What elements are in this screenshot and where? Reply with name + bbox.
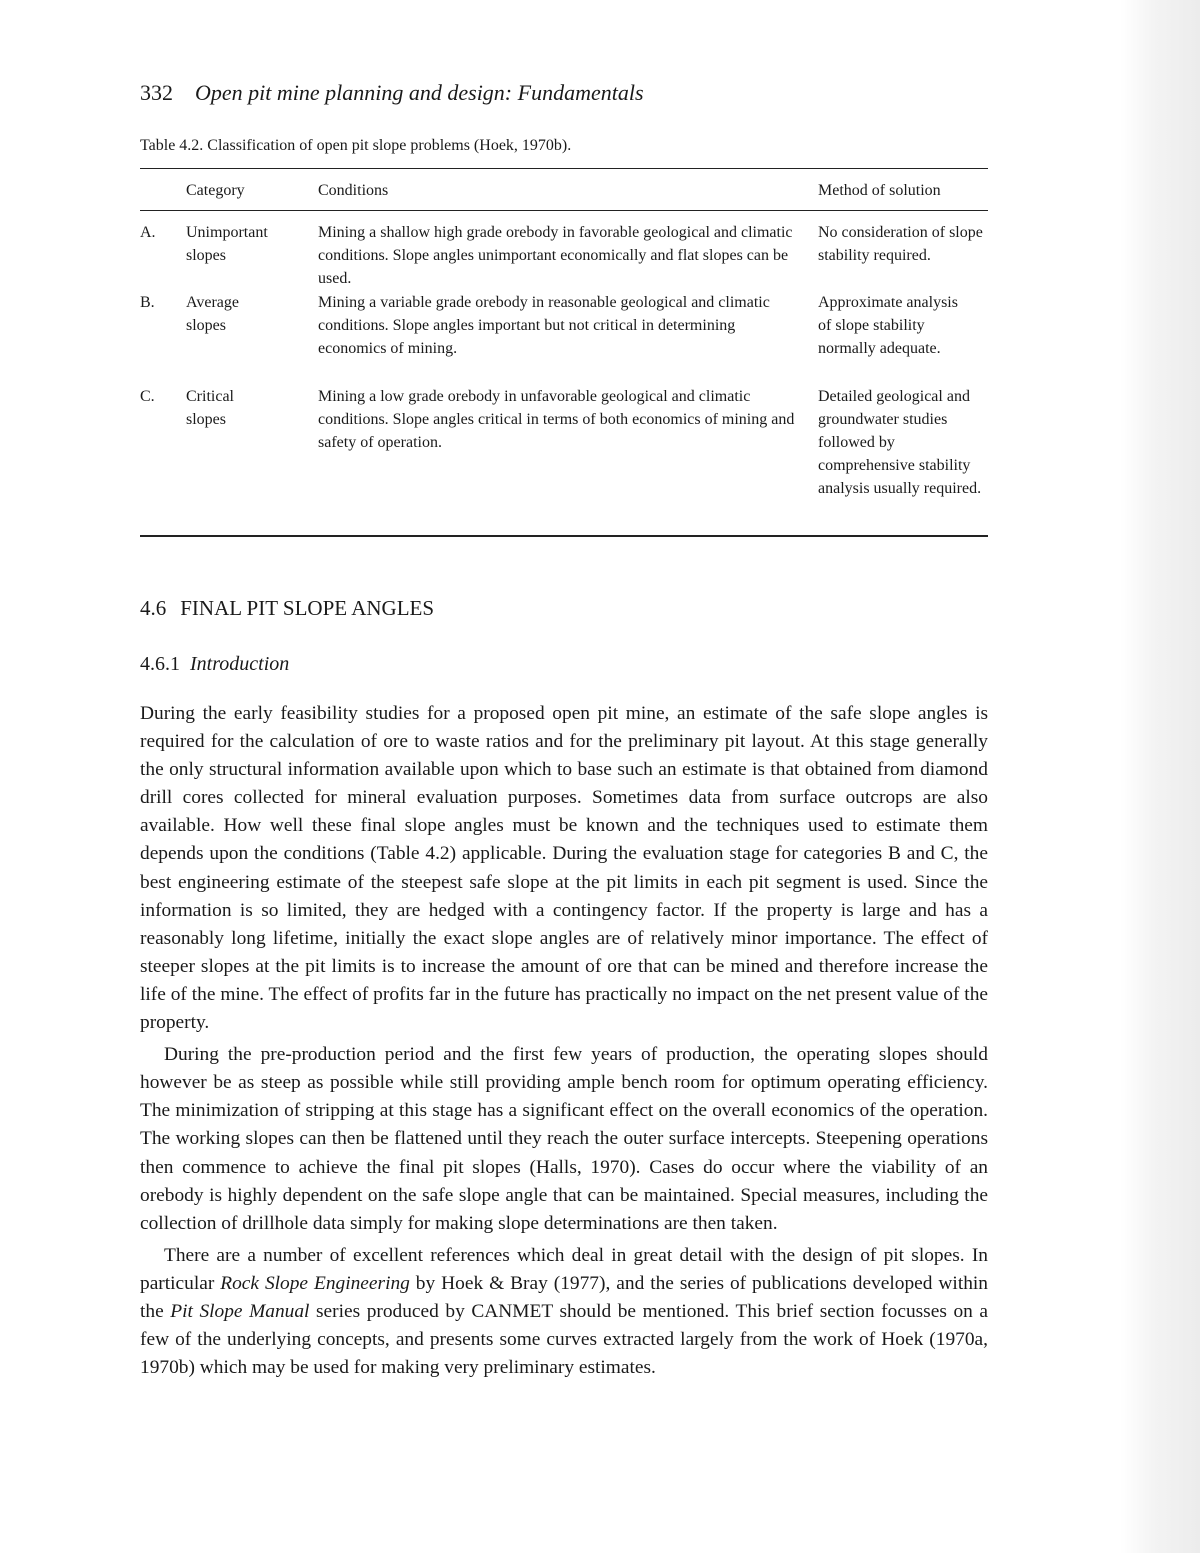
table-header-method: Method of solution (818, 182, 941, 199)
section-heading (140, 596, 434, 621)
paragraph-3-text: series produced by CANMET should be mentioned. This brief section focusses on a few of the underlying concepts, and presents some curves extracted largely from the work of Hoek (1970a, 1970b) which may be used for making very preliminary estimates. (140, 1300, 989, 1379)
row-letter: B. (140, 294, 155, 311)
reference-title: Pit Slope Manual (170, 1300, 310, 1322)
scan-shadow-edge (1120, 0, 1200, 1553)
table-header-conditions: Conditions (318, 182, 389, 199)
table-header-category: Category (186, 182, 245, 199)
row-letter: A. (140, 224, 156, 241)
subsection-title: Introduction (190, 653, 290, 675)
table-caption: Table 4.2. Classification of open pit slope problems (Hoek, 1970b). (140, 137, 572, 154)
body-text (140, 700, 988, 1382)
row-conditions: Mining a shallow high grade orebody in favorable geological and climatic conditions. Slope angles unimportant economically and flat slopes can be used. (318, 224, 793, 287)
paragraph-2: During the pre-production period and the first few years of production, the operating slopes should however be as steep as possible while still providing ample bench room for optimum operating efficiency. The minimization of stripping at this stage has a significant effect on the overall economics of the operation. The working slopes can then be flattened until they reach the outer surface intercepts. Steepening operations then commence to achieve the final pit slopes (Halls, 1970). Cases do occur where the viability of an orebody is highly dependent on the safe slope angle that can be maintained. Special measures, including the collection of drillhole data simply for making slope determinations are then taken. (140, 1044, 988, 1234)
row-category: Average slopes (186, 294, 239, 334)
paragraph-3-text: by Hoek & Bray (1977), and the series of publications developed within the (140, 1272, 988, 1322)
section-number: 4.6 (140, 596, 167, 620)
running-title: Open pit mine planning and design: Fundamentals (195, 80, 644, 105)
page-number: 332 (140, 80, 173, 105)
table-header-rule (140, 210, 988, 211)
section-title: FINAL PIT SLOPE ANGLES (180, 596, 435, 620)
row-letter: C. (140, 388, 155, 405)
subsection-heading (140, 653, 289, 676)
running-header (140, 80, 644, 106)
table-bottom-rule (140, 535, 988, 537)
row-method: Approximate analysis of slope stability normally adequate. (818, 294, 958, 357)
row-method: Detailed geological and groundwater studies followed by comprehensive stability analysis usually required. (818, 388, 982, 497)
reference-title: Rock Slope Engineering (220, 1272, 410, 1294)
paragraph-3 (140, 1242, 988, 1382)
paragraph-1: During the early feasibility studies for a proposed open pit mine, an estimate of the safe slope angles is required for the calculation of ore to waste ratios and for the preliminary pit layout. At this stage generally the only structural information available upon which to base such an estimate is that obtained from diamond drill cores collected for mineral evaluation purposes. Sometimes data from surface outcrops are also available. How well these final slope angles must be known and the techniques used to estimate them depends upon the conditions (Table 4.2) applicable. During the evaluation stage for categories B and C, the best engineering estimate of the steepest safe slope at the pit limits in each pit segment is used. Since the information is so limited, they are hedged with a contingency factor. If the property is large and has a reasonably long lifetime, initially the exact slope angles are of relatively minor importance. The effect of steeper slopes at the pit limits is to increase the amount of ore that can be mined and therefore increase the life of the mine. The effect of profits far in the future has practically no impact on the net present value of the property. (140, 703, 988, 1034)
subsection-number: 4.6.1 (140, 653, 180, 675)
row-category: Unimportant slopes (186, 224, 268, 264)
row-conditions: Mining a low grade orebody in unfavorable geological and climatic conditions. Slope angles critical in terms of both economics of mining and safety of operation. (318, 388, 795, 451)
table-top-rule (140, 168, 988, 169)
row-category: Critical slopes (186, 388, 234, 428)
paragraph-3-text: There are a number of excellent references which deal in great detail with the design of pit slopes. In particular (140, 1244, 988, 1294)
row-method: No consideration of slope stability required. (818, 224, 983, 264)
row-conditions: Mining a variable grade orebody in reasonable geological and climatic conditions. Slope angles important but not critical in determining economics of mining. (318, 294, 770, 357)
